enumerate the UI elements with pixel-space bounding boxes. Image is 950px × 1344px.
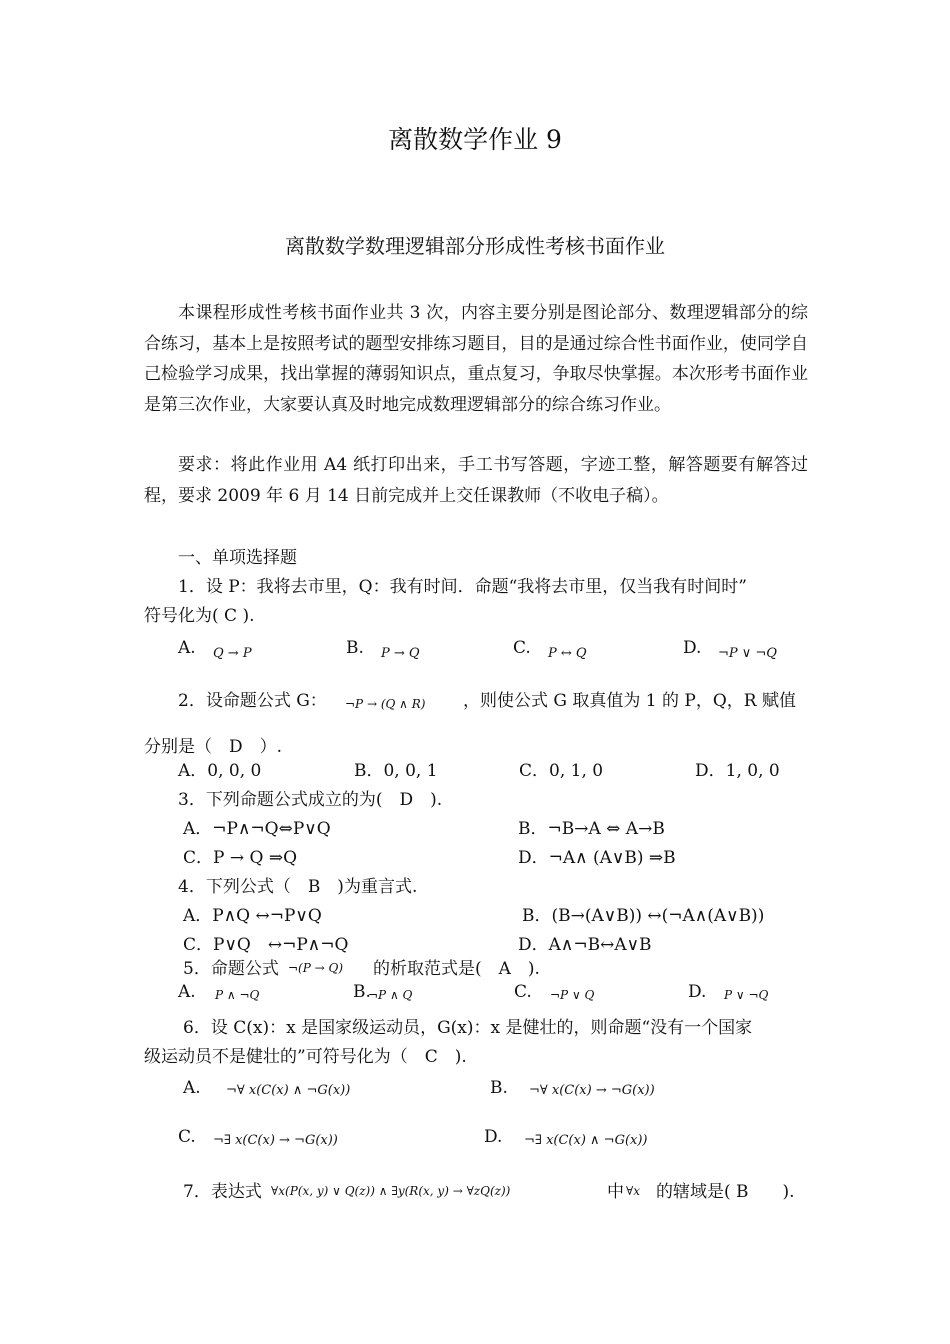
q1-option-b-label: B. [346, 638, 364, 658]
q2-option-a: A．0, 0, 0 [178, 761, 262, 781]
q5-option-a-label: A. [178, 982, 196, 1002]
q1-option-b-formula: P → Q [381, 646, 420, 661]
q7-formula: ∀x(P(x, y) ∨ Q(z)) ∧ ∃y(R(x, y) → ∀zQ(z)) [271, 1184, 511, 1198]
q1-option-c-formula: P ↔ Q [548, 646, 587, 661]
q5-stem-prefix: 5．命题公式 [183, 959, 279, 979]
q7-stem-suffix: 的辖域是( B ). [656, 1182, 795, 1202]
requirement-paragraph: 要求：将此作业用 A4 纸打印出来，手工书写答题，字迹工整，解答题要有解答过程，要求 2009 年 6 月 14 日前完成并上交任课教师（不收电子稿）。 [144, 455, 808, 506]
intro-paragraph: 本课程形成性考核书面作业共 3 次，内容主要分别是图论部分、数理逻辑部分的综合练习，基本上是按照考试的题型安排练习题目，目的是通过综合性书面作业，使同学自己检验学习成果，找出掌握的薄弱知识点，重点复习，争取尽快掌握。本次形考书面作业是第三次作业，大家要认真及时地完成数理逻辑部分的综合练习作业。 [144, 303, 808, 415]
q1-option-a-formula: Q → P [213, 646, 252, 661]
q2-option-d: D．1, 0, 0 [695, 761, 780, 781]
q5-option-d-formula: P ∨ ¬Q [724, 988, 769, 1002]
q1-option-d-label: D. [683, 638, 702, 658]
q2-stem-cont: 分别是（ D ）. [144, 737, 283, 757]
page-subtitle: 离散数学数理逻辑部分形成性考核书面作业 [285, 234, 665, 258]
section-heading: 一、单项选择题 [178, 548, 297, 568]
q4-stem: 4．下列公式（ B )为重言式. [178, 877, 418, 897]
q6-option-c-label: C. [178, 1127, 196, 1147]
q3-option-a: A．¬P∧¬Q⇔P∨Q [183, 819, 331, 839]
q5-option-d-label: D. [688, 982, 707, 1002]
page-title: 离散数学作业 9 [388, 125, 562, 154]
q6-option-b-formula: ¬∀ x(C(x) → ¬G(x)) [529, 1083, 655, 1098]
q3-option-c: C．P → Q ⇒Q [183, 848, 298, 868]
q5-option-c-formula: ¬P ∨ Q [550, 988, 595, 1002]
q5-stem-suffix: 的析取范式是( A ). [373, 959, 540, 979]
q1-option-c-label: C. [513, 638, 531, 658]
q7-stem-mid: 中 [607, 1182, 624, 1202]
q3-stem: 3．下列命题公式成立的为( D ). [178, 790, 443, 810]
q2-option-c: C．0, 1, 0 [519, 761, 604, 781]
q2-stem-prefix: 2．设命题公式 G： [178, 691, 327, 711]
q4-option-d: D．A∧¬B↔A∨B [518, 935, 652, 955]
q6-option-d-label: D. [484, 1127, 503, 1147]
q5-option-b-formula: ¬P ∧ Q [368, 988, 413, 1002]
q4-option-a: A．P∧Q ↔¬P∨Q [183, 906, 322, 926]
q2-option-b: B．0, 0, 1 [354, 761, 438, 781]
q5-option-b-label: B. [353, 982, 371, 1002]
q2-formula: ¬P → (Q ∧ R) [345, 697, 426, 711]
q6-stem: 6．设 C(x)：x 是国家级运动员，G(x)：x 是健壮的，则命题“没有一个国家 [183, 1018, 753, 1038]
q5-option-a-formula: P ∧ ¬Q [215, 988, 260, 1002]
q1-stem: 1．设 P：我将去市里，Q：我有时间．命题“我将去市里，仅当我有时间时” [178, 577, 747, 597]
q6-option-b-label: B. [490, 1078, 508, 1098]
q7-stem-prefix: 7．表达式 [183, 1182, 262, 1202]
q6-option-a-formula: ¬∀ x(C(x) ∧ ¬G(x)) [226, 1083, 351, 1098]
q4-option-b: B．(B→(A∨B)) ↔(¬A∧(A∨B)) [522, 906, 765, 926]
q6-option-a-label: A. [183, 1078, 201, 1098]
q3-option-d: D．¬A∧ (A∨B) ⇒B [518, 848, 676, 868]
q4-option-c: C．P∨Q ↔¬P∧¬Q [183, 935, 349, 955]
q6-option-d-formula: ¬∃ x(C(x) ∧ ¬G(x)) [524, 1133, 648, 1148]
q3-option-b: B．¬B→A ⇔ A→B [518, 819, 665, 839]
q6-option-c-formula: ¬∃ x(C(x) → ¬G(x)) [213, 1133, 338, 1148]
q1-option-d-formula: ¬P ∨ ¬Q [718, 646, 777, 661]
q5-formula: ¬(P → Q) [288, 961, 344, 975]
q5-option-c-label: C. [514, 982, 532, 1002]
q1-stem-cont: 符号化为( C ). [144, 606, 255, 626]
q1-option-a-label: A. [178, 638, 196, 658]
q6-stem-cont: 级运动员不是健壮的”可符号化为（ C ). [144, 1047, 467, 1067]
q2-stem-suffix: ，则使公式 G 取真值为 1 的 P，Q，R 赋值 [463, 691, 796, 711]
q7-formula-scope: ∀x [626, 1184, 641, 1198]
